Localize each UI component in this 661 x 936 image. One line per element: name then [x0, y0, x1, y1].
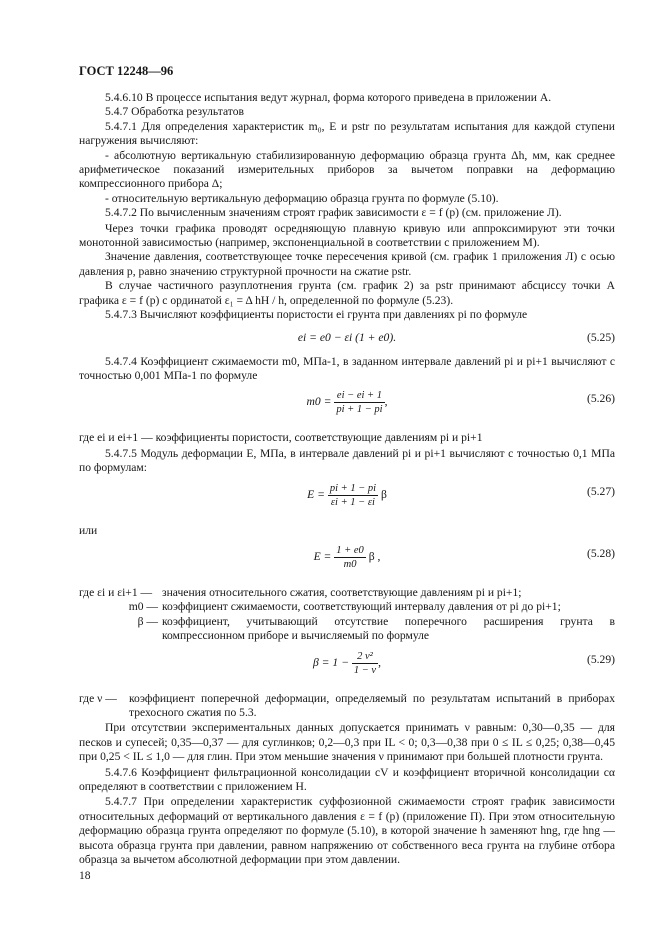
fraction — [328, 482, 378, 509]
paragraph: Через точки графика проводят осредняющую плавную кривую или аппроксимируют эти точки монотонной зависимостью (например, экспоненциальной в соответствии с приложением М). — [79, 221, 615, 250]
formula-rhs: β , — [368, 550, 381, 564]
definition-text: коэффициент поперечной деформации, определяемый по результатам испытаний в приборах трехосного сжатия по 5.3. — [129, 691, 615, 719]
numerator: 1 + e0 — [336, 544, 364, 556]
definition-text: коэффициент, учитывающий отсутствие поперечного расширения грунта в компрессионном приборе и вычисляемый по формуле — [162, 614, 615, 643]
definition-term: где εi и εi+1 — — [79, 585, 153, 599]
paragraph-5-4-7-5: 5.4.7.5 Модуль деформации E, МПа, в интервале давлений pi и pi+1 вычисляют с точностью 0,1 МПа по формулам: — [79, 446, 615, 475]
definition-text: коэффициент сжимаемости, соответствующий интервалу давления от pi до pi+1; — [162, 600, 561, 614]
definitions-list — [79, 586, 615, 644]
fraction — [334, 544, 366, 571]
formula-number: (5.25) — [586, 330, 615, 344]
formula-lhs: E = — [313, 550, 332, 564]
fraction — [334, 389, 384, 416]
formula-5-27 — [79, 482, 615, 518]
definition-term: m0 — — [128, 600, 158, 614]
fraction — [352, 650, 378, 677]
formula-number: (5.28) — [586, 546, 615, 560]
list-item: - относительную вертикальную деформацию образца грунта по формуле (5.10). — [105, 191, 499, 205]
paragraph: Значение давления, соответствующее точке пересечения кривой (см. график 1 приложения Л) с осью давления p, равно значению структурной прочности на сжатие pstr. — [79, 250, 615, 278]
definition-row — [79, 586, 615, 600]
formula-number: (5.26) — [586, 392, 615, 406]
definition-row — [79, 615, 615, 644]
definition-text: значения относительного сжатия, соответствующие давлениям pi и pi+1; — [162, 585, 522, 599]
paragraph-5-4-7-6: 5.4.7.6 Коэффициент фильтрационной консолидации cV и коэффициент вторичной консолидации cα определяют в соответствии с приложением Н. — [79, 765, 615, 793]
definition-row — [79, 692, 615, 721]
formula-5-26 — [79, 389, 615, 425]
paragraph-5-4-6-10: 5.4.6.10 В процессе испытания ведут журнал, форма которого приведена в приложении А. — [105, 91, 552, 104]
list-item: - абсолютную вертикальную стабилизированную деформацию образца грунта Δh, мм, как среднее арифметическое показаний измерительных приборов за вычетом поправки на деформацию компрессионного прибора Δ; — [79, 148, 615, 191]
denominator: m0 — [343, 558, 357, 570]
formula-body — [79, 482, 615, 509]
formula-body: β = 1 − $\frac{\text{2 ν²}}{1 - \nu}$ , — [313, 650, 381, 676]
formula-body — [79, 544, 615, 571]
formula-5-25 — [79, 328, 615, 350]
formula-number: (5.29) — [586, 652, 615, 666]
numerator: 2 ν² — [352, 650, 378, 664]
section-heading: 5.4.7 Обработка результатов — [105, 105, 244, 119]
formula-5-28 — [79, 544, 615, 580]
paragraph-where: где ei и ei+1 — коэффициенты пористости, соответствующие давлениям pi и pi+1 — [79, 431, 483, 445]
formula-lhs: β = 1 − — [313, 655, 349, 669]
denominator: 1 − ν — [353, 664, 377, 676]
page-content — [79, 91, 615, 867]
formula-text: ei = e0 − εi (1 + e0). — [297, 330, 397, 344]
formula-lhs: m0 = — [306, 395, 332, 409]
definition-term: β — — [137, 614, 158, 628]
paragraph-5-4-7-3: 5.4.7.3 Вычисляют коэффициенты пористости ei грунта при давлениях pi по формуле — [105, 308, 528, 322]
paragraph-5-4-7-7: 5.4.7.7 При определении характеристик суффозионной сжимаемости строят график зависимости относительных деформаций от вертикального давления ε = f (p) (приложение П). При этом относительную деформацию образца грунта определяют по формуле (5.10), в которой значение h заменяют hng, где hng — высота образца грунта при давлении, равном напряжению от собственного веса грунта на глубине отбора образца за вычетом абсолютной деформации при этом давлении. — [79, 795, 615, 867]
paragraph-5-4-7-1: 5.4.7.1 Для определения характеристик m₀, E и pstr по результатам испытания для каждой ступени нагружения вычисляют: — [79, 119, 615, 148]
numerator: pi + 1 − pi — [329, 482, 377, 494]
paragraph: При отсутствии экспериментальных данных допускается принимать ν равным: 0,30—0,35 — для песков и супесей; 0,35—0,37 — для суглинков; 0,2—0,3 при IL < 0; 0,3—0,38 при 0 ≤ IL ≤ 0,25; 0,38—0,45 при 0,25 < IL ≤ 1,0 — для глин. При этом меньшие значения ν принимают при большей плотности грунта. — [79, 721, 615, 764]
page-header: ГОСТ 12248—96 — [79, 64, 174, 78]
definition-term: где ν — — [79, 691, 117, 705]
formula-rhs: β — [380, 487, 387, 501]
page-number: 18 — [79, 869, 91, 882]
word-or: или — [79, 523, 98, 537]
formula-lhs: E = — [307, 487, 325, 501]
definition-row — [79, 600, 615, 614]
paragraph-5-4-7-4: 5.4.7.4 Коэффициент сжимаемости m0, МПа-1, в заданном интервале давлений pi и pi+1 вычисляют с точностью 0,001 МПа-1 по формуле — [79, 354, 615, 382]
paragraph-5-4-7-2: 5.4.7.2 По вычисленным значениям строят график зависимости ε = f (p) (см. приложение Л). — [105, 206, 562, 220]
paragraph: В случае частичного разуплотнения грунта (см. график 2) за pstr принимают абсциссу точки A графика ε = f (p) с ординатой ε₁ = Δ hH / h, определенной по формуле (5.23). — [79, 279, 615, 307]
formula-body — [79, 331, 615, 345]
formula-5-29 — [79, 650, 615, 686]
formula-body: m0 = $\frac{ei - ei + 1}{pi + 1 - pi}$ , — [306, 390, 388, 416]
denominator: pi + 1 − pi — [336, 404, 383, 416]
formula-number: (5.27) — [586, 484, 615, 498]
numerator: ei − ei + 1 — [334, 389, 384, 403]
denominator: εi + 1 − εi — [330, 496, 375, 508]
